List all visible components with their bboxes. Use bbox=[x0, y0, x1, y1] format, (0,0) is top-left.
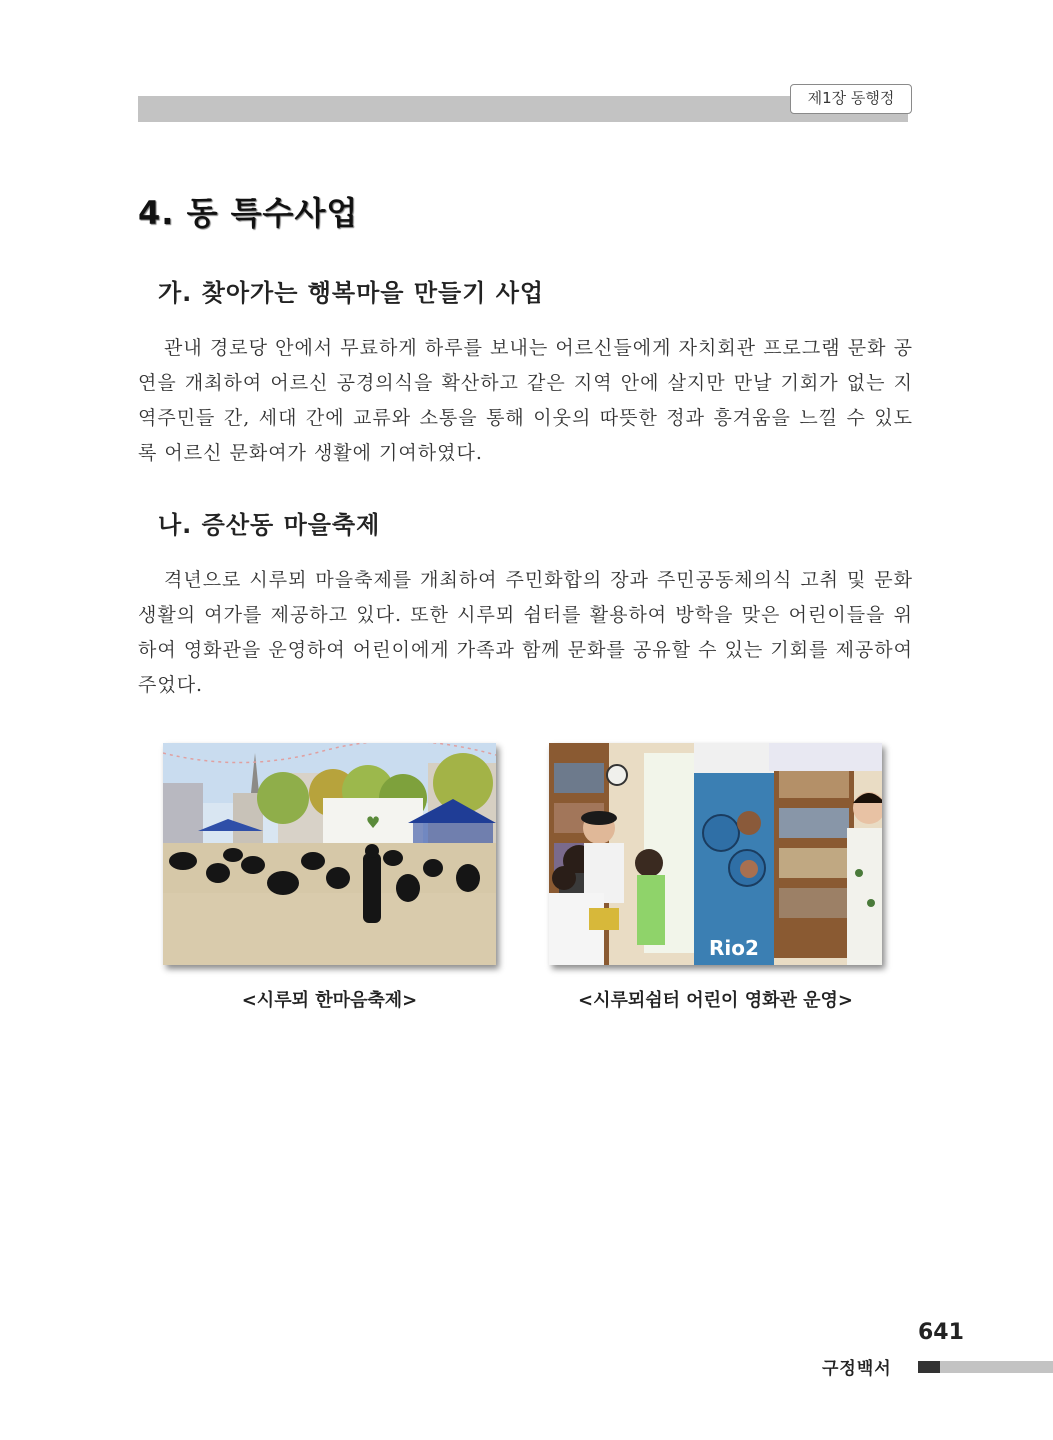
children-cinema-photo bbox=[549, 743, 882, 965]
section-title: 4. 동 특수사업 bbox=[138, 194, 359, 232]
chapter-tab: 제1장 동행정 bbox=[790, 84, 912, 114]
book-title: 구정백서 bbox=[822, 1359, 892, 1379]
rio2-poster-text: Rio2 bbox=[709, 936, 759, 960]
svg-text:♥: ♥ bbox=[365, 813, 381, 832]
page-number: 641 bbox=[918, 1320, 964, 1345]
footer-accent-block bbox=[918, 1361, 940, 1373]
subsection-title-1: 가. 찾아가는 행복마을 만들기 사업 bbox=[158, 279, 545, 307]
photo-caption-2: <시루뫼쉼터 어린이 영화관 운영> bbox=[577, 990, 853, 1011]
footer-bar bbox=[940, 1361, 1053, 1373]
subsection-body-2: 격년으로 시루뫼 마을축제를 개최하여 주민화합의 장과 주민공동체의식 고취 및 문화생활의 여가를 제공하고 있다. 또한 시루뫼 쉼터를 활용하여 방학을 맞은 어린이들을 위하여 영화관을 운영하여 어린이에게 가족과 함께 문화를 공유할 수 있는 기회를 제공하여 주었다. bbox=[138, 569, 913, 696]
subsection-title-2: 나. 증산동 마을축제 bbox=[158, 511, 381, 539]
festival-dance-photo bbox=[163, 743, 496, 965]
subsection-body-1: 관내 경로당 안에서 무료하게 하루를 보내는 어르신들에게 자치회관 프로그램 문화 공연을 개최하여 어르신 공경의식을 확산하고 같은 지역 안에 살지만 만날 기회가 없는 지역주민들 간, 세대 간에 교류와 소통을 통해 이웃의 따뜻한 정과 흥겨움을 느낄 수 있도록 어르신 문화여가 생활에 기여하였다. bbox=[138, 337, 913, 464]
photo-caption-1: <시루뫼 한마음축제> bbox=[241, 990, 418, 1011]
